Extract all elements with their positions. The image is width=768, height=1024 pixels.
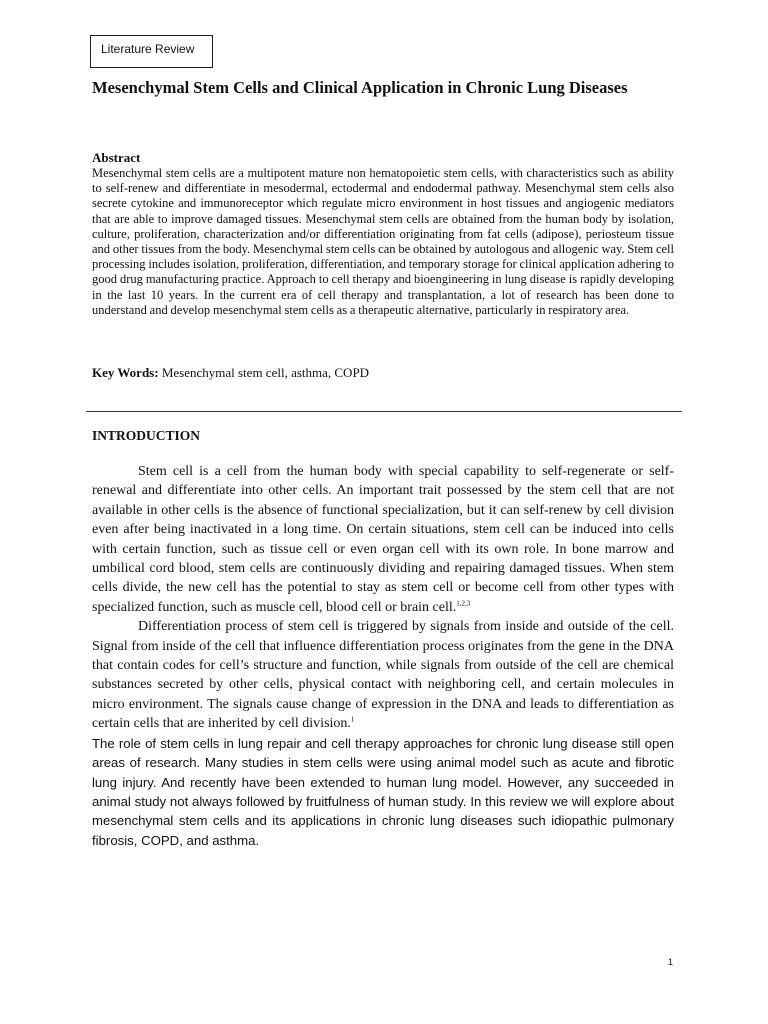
reference-superscript: 1 bbox=[350, 715, 355, 724]
keywords-label: Key Words: bbox=[92, 365, 159, 380]
reference-superscript: 1,2,3 bbox=[456, 599, 471, 608]
section-divider bbox=[86, 411, 682, 412]
introduction-heading: INTRODUCTION bbox=[92, 428, 201, 443]
paragraph-1 bbox=[92, 462, 674, 617]
abstract-section bbox=[92, 150, 674, 318]
paragraph-3: The role of stem cells in lung repair and cell therapy approaches for chronic lung disease still open areas of research. Many studies in stem cells were using animal model such as acute and fibrotic lung injury. And recently have been extended to human lung model. However, any succeeded in animal study not always followed by fruitfulness of human study. In this review we will explore about mesenchymal stem cells and its applications in chronic lung diseases such idiopathic pulmonary fibrosis, COPD, and asthma. bbox=[92, 735, 674, 848]
article-title: Mesenchymal Stem Cells and Clinical Application in Chronic Lung Diseases bbox=[92, 78, 628, 97]
keywords-text: Mesenchymal stem cell, asthma, COPD bbox=[158, 365, 370, 380]
introduction-body bbox=[92, 462, 674, 850]
page-number: 1 bbox=[668, 957, 674, 967]
paragraph-2 bbox=[92, 617, 674, 733]
abstract-heading: Abstract bbox=[92, 150, 141, 165]
paragraph-1-text: Stem cell is a cell from the human body with special capability to self-regenerate or self-renewal and differentiate into other cells. An important trait possessed by the stem cell that are not available in other cells is the absence of functional specialization, but it can self-renew by cell division even after being inactivated in a long time. On certain situations, stem cell can be induced into cells with certain function, such as tissue cell or even organ cell with its own role. In bone marrow and umbilical cord blood, stem cells are continuously dividing and repairing damaged tissues. When stem cells divide, the new cell has the potential to stay as stem cell or become cell from other types with specialized function, such as muscle cell, blood cell or brain cell. bbox=[92, 464, 674, 615]
keywords bbox=[92, 365, 674, 381]
paragraph-2-text: Differentiation process of stem cell is triggered by signals from inside and outside of the cell. Signal from inside of the cell that influence differentiation process originates from the gene in the DNA that contain codes for cell’s structure and function, while signals from outside of the cell are chemical substances secreted by other cells, physical contact with neighboring cell, and certain molecules in micro environment. The signals cause change of expression in the DNA and leads to differentiation as certain cells that are inherited by cell division. bbox=[92, 619, 674, 732]
article-type-label: Literature Review bbox=[90, 35, 213, 68]
abstract-text: Mesenchymal stem cells are a multipotent mature non hematopoietic stem cells, with characteristics such as ability to self-renew and differentiate in mesodermal, ectodermal and endodermal pathway. Mesenchymal stem cells also secrete cytokine and immunoreceptor which regulate micro environment in host tissues and angiogenic mediators that are able to improve damaged tissues. Mesenchymal stem cells are obtained from the human body by isolation, culture, proliferation, characterization and/or differentiation originating from fat cells (adipose), periosteum tissue and other tissues from the body. Mesenchymal stem cells can be obtained by autologous and allogenic way. Stem cell processing includes isolation, proliferation, differentiation, and temporary storage for clinical application adhering to good drug manufacturing practice. Approach to cell therapy and bioengineering in lung disease is rapidly developing in the last 10 years. In the current era of cell therapy and transplantation, a lot of research has been done to understand and develop mesenchymal stem cells as a therapeutic alternative, particularly in respiratory area. bbox=[92, 166, 674, 317]
